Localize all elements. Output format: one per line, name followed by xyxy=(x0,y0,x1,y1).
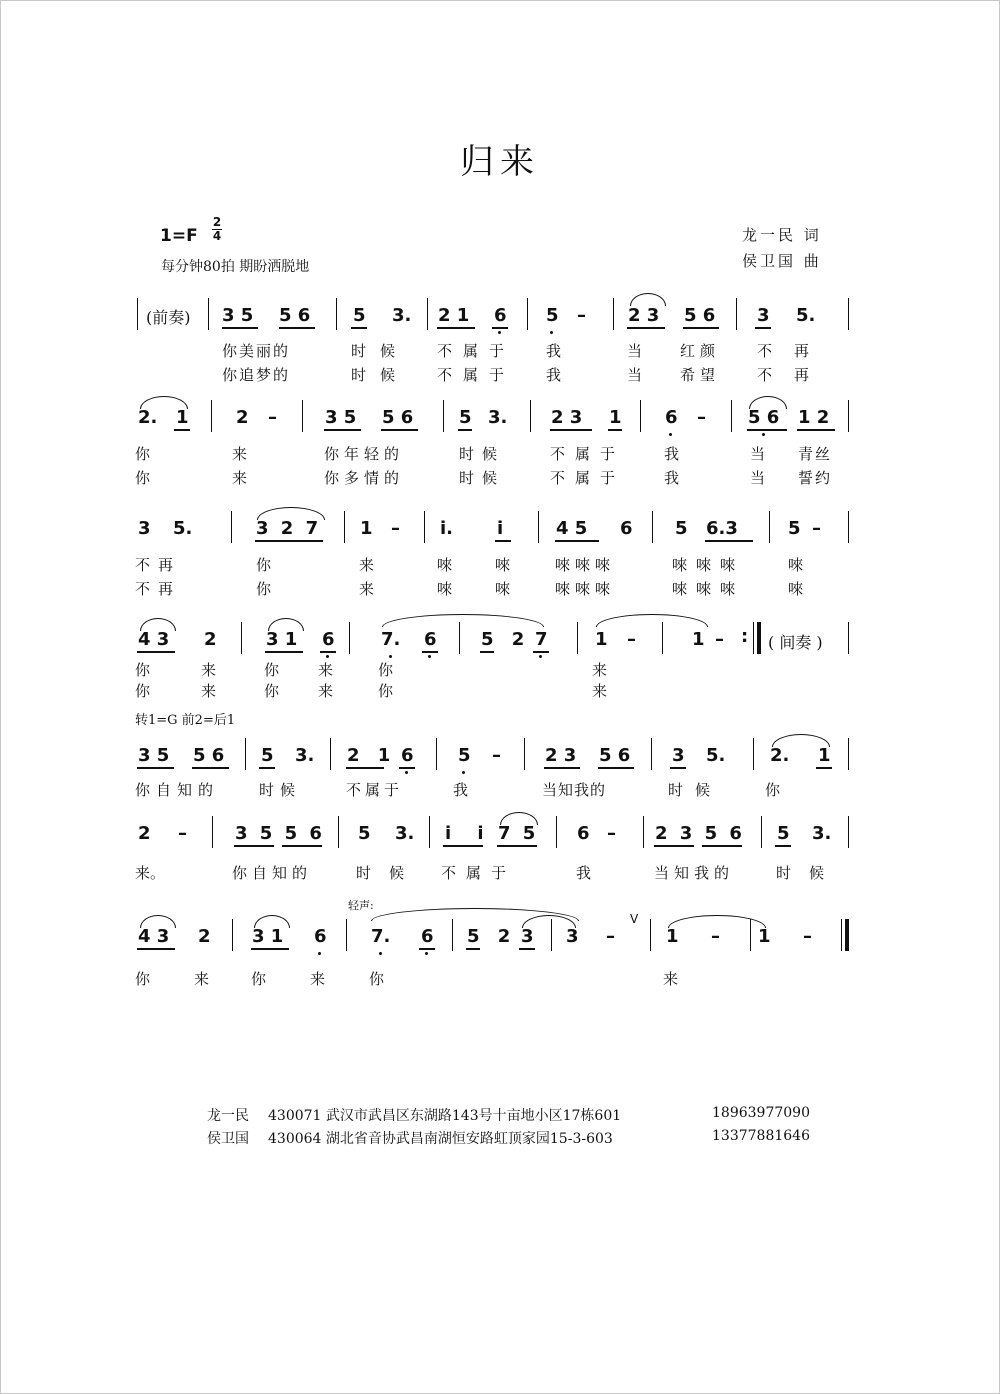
intro-label: (前奏) xyxy=(146,308,191,327)
underline xyxy=(422,651,438,653)
note: 7. xyxy=(381,629,400,650)
lyric: 誓约 xyxy=(798,469,833,487)
lyric: 当 xyxy=(750,469,766,487)
lyric: 唻 xyxy=(437,556,453,574)
lyric: 来 xyxy=(592,682,608,700)
note: 3. xyxy=(295,745,315,766)
interlude-label: ( 间奏 ) xyxy=(768,633,823,652)
barline xyxy=(652,511,653,543)
lyric: 唻 xyxy=(437,580,453,598)
lyric: 不属于 xyxy=(437,342,516,360)
barline xyxy=(530,400,531,432)
lyric: 唻唻唻 xyxy=(555,580,616,598)
note: – xyxy=(492,745,501,766)
underline xyxy=(137,651,175,653)
note: 1 2 xyxy=(798,407,830,428)
barline xyxy=(841,919,842,951)
lyric: 你 xyxy=(765,781,781,799)
barline xyxy=(736,298,737,330)
lyric: 来 xyxy=(232,469,248,487)
lyric: 唻唻唻 xyxy=(555,556,616,574)
lyric: 当知我的 xyxy=(542,781,607,799)
underline xyxy=(495,540,511,542)
barline xyxy=(848,298,849,330)
note: 2 3 xyxy=(628,305,660,326)
barline xyxy=(429,816,430,848)
lyric: 你多情的 xyxy=(324,469,405,487)
note: – xyxy=(627,629,636,650)
underline xyxy=(458,429,472,431)
breath-mark: V xyxy=(630,912,639,926)
lyric: 青丝 xyxy=(798,445,833,463)
note: 5. xyxy=(173,518,193,539)
underline xyxy=(480,651,494,653)
note: 5 xyxy=(777,823,790,844)
contact-phone: 18963977090 xyxy=(712,1105,810,1121)
note: – xyxy=(268,407,277,428)
lyric: 你美丽的 xyxy=(222,342,291,360)
note: 1 xyxy=(595,629,608,650)
repeat-barline xyxy=(757,622,761,654)
note: 2 3 xyxy=(545,745,577,766)
note: 6 xyxy=(314,926,327,947)
note: 3. xyxy=(395,823,415,844)
underline xyxy=(670,767,686,769)
lyric: 来 xyxy=(663,970,679,988)
barline xyxy=(302,400,303,432)
time-signature xyxy=(211,216,223,243)
barline xyxy=(662,622,663,654)
lyric: 你 xyxy=(135,445,151,463)
lyric: 不再 xyxy=(135,556,182,574)
underline xyxy=(747,429,787,431)
note: 6 xyxy=(494,305,507,326)
lyric: 唻 xyxy=(495,580,511,598)
underline xyxy=(419,948,435,950)
barline xyxy=(346,919,347,951)
lyric: 来 xyxy=(318,682,334,700)
note: – xyxy=(812,518,821,539)
note: 3 1 xyxy=(266,629,298,650)
note: 5 xyxy=(675,518,688,539)
contact-address: 430071 武汉市武昌区东湖路143号十亩地小区17栋601 xyxy=(268,1108,622,1124)
note: 1 xyxy=(609,407,622,428)
lyric: 我 xyxy=(664,445,680,463)
barline xyxy=(524,738,525,770)
note: 5 2 xyxy=(481,629,531,650)
note: 1 xyxy=(176,407,189,428)
note: 5 6 xyxy=(382,407,414,428)
lyric: 不属于 xyxy=(346,781,404,799)
barline xyxy=(336,298,337,330)
note: 2 1 xyxy=(347,745,397,766)
note: – xyxy=(711,926,720,947)
note: 6.3 xyxy=(706,518,738,539)
underline xyxy=(282,845,322,847)
underline xyxy=(497,845,537,847)
underline xyxy=(797,429,835,431)
underline xyxy=(381,429,418,431)
song-title: 归来 xyxy=(460,142,540,182)
underline xyxy=(533,651,549,653)
note: 1 xyxy=(692,629,705,650)
lyric: 来 xyxy=(194,970,210,988)
underline xyxy=(755,327,771,329)
underline xyxy=(324,429,361,431)
lyric: 唻 xyxy=(788,580,804,598)
note: 5 6 xyxy=(684,305,716,326)
note: 2 xyxy=(236,407,249,428)
note: i i xyxy=(445,823,494,844)
lyric: 你 xyxy=(135,661,151,679)
repeat-dots: : xyxy=(741,626,749,647)
note: 5 xyxy=(788,518,801,539)
note: 2. xyxy=(770,745,790,766)
note: 2 3 5 6 xyxy=(655,823,745,844)
barline xyxy=(538,511,539,543)
barline xyxy=(556,816,557,848)
barline xyxy=(848,738,849,770)
lyricist-credit: 龙一民 词 xyxy=(742,226,822,244)
barline xyxy=(211,400,212,432)
underline xyxy=(259,767,275,769)
underline xyxy=(346,767,384,769)
barline xyxy=(443,400,444,432)
barline xyxy=(452,919,453,951)
lyric: 来 xyxy=(359,556,375,574)
barline xyxy=(212,816,213,848)
lyric: 来 xyxy=(592,661,608,679)
composer-credit: 侯卫国 曲 xyxy=(742,252,822,270)
lyric: 你 xyxy=(264,682,280,700)
note: 2. xyxy=(138,407,158,428)
note: 2 3 xyxy=(551,407,583,428)
lyric: 当 xyxy=(750,445,766,463)
note: – xyxy=(606,926,615,947)
lyric: 你 xyxy=(256,556,272,574)
note: 2 xyxy=(138,823,151,844)
note: 3 xyxy=(138,518,151,539)
note: 5 6 xyxy=(279,305,311,326)
lyric: 当 xyxy=(627,366,643,384)
lyric: 不属于 xyxy=(550,445,626,463)
lyric: 唻唻唻 xyxy=(672,580,745,598)
note: – xyxy=(391,518,400,539)
note: 5 xyxy=(358,823,371,844)
barline xyxy=(769,511,770,543)
lyric: 唻 xyxy=(788,556,804,574)
barline xyxy=(753,622,754,654)
note: 5 xyxy=(546,305,559,326)
lyric: 时候 xyxy=(351,342,410,360)
note: 4 3 xyxy=(138,629,170,650)
note: 4 3 xyxy=(138,926,170,947)
underline xyxy=(351,327,367,329)
note: 2 xyxy=(204,629,217,650)
barline xyxy=(651,738,652,770)
lyric: 你 xyxy=(135,970,151,988)
lyric: 来 xyxy=(201,682,217,700)
lyric: 时候 xyxy=(259,781,302,799)
underline xyxy=(137,767,174,769)
note: 3 xyxy=(566,926,579,947)
note: 3 5 5 6 xyxy=(235,823,325,844)
note: 3. xyxy=(488,407,508,428)
underline xyxy=(234,845,274,847)
note: – xyxy=(607,823,616,844)
underline xyxy=(654,845,694,847)
barline xyxy=(349,622,350,654)
note: 5 xyxy=(459,407,472,428)
underline xyxy=(775,845,791,847)
underline xyxy=(544,767,580,769)
barline xyxy=(137,298,138,330)
note: 5 6 xyxy=(599,745,631,766)
note: 3 5 xyxy=(325,407,357,428)
lyric: 你 xyxy=(135,469,151,487)
note: – xyxy=(577,305,586,326)
lyric: 你 xyxy=(256,580,272,598)
barline xyxy=(436,738,437,770)
barline xyxy=(750,919,751,951)
contact-phone: 13377881646 xyxy=(712,1128,810,1144)
barline xyxy=(231,511,232,543)
underline xyxy=(255,540,323,542)
lyric: 不属于 xyxy=(437,366,516,384)
underline xyxy=(443,845,483,847)
time-top: 2 xyxy=(212,215,222,229)
note: 6 xyxy=(665,407,678,428)
lyric: 红颜 xyxy=(680,342,721,360)
note: 5. xyxy=(706,745,726,766)
tempo-marking: 每分钟80拍 期盼洒脱地 xyxy=(161,259,310,275)
note: 6 xyxy=(322,629,335,650)
lyric: 你自知的 xyxy=(135,781,220,799)
note: 3 1 xyxy=(252,926,284,947)
lyric: 唻唻唻 xyxy=(672,556,745,574)
lyric: 时候 xyxy=(776,864,843,882)
note: 1 xyxy=(758,926,771,947)
barline xyxy=(848,622,849,654)
underline xyxy=(683,327,719,329)
lyric: 当 xyxy=(627,342,643,360)
lyric: 当知我的 xyxy=(654,864,735,882)
lyric: 来。 xyxy=(135,864,166,882)
note: – xyxy=(803,926,812,947)
underline xyxy=(399,767,415,769)
barline xyxy=(241,622,242,654)
note: – xyxy=(697,407,706,428)
lyric: 时候 xyxy=(668,781,723,799)
note: 5 xyxy=(458,745,471,766)
note: 5 6 xyxy=(748,407,779,428)
lyric: 你 xyxy=(264,661,280,679)
barline xyxy=(208,298,209,330)
note: 4 5 xyxy=(556,518,588,539)
lyric: 来 xyxy=(310,970,326,988)
note: 6 xyxy=(424,629,437,650)
underline xyxy=(222,327,258,329)
lyric: 我 xyxy=(453,781,469,799)
note: 2 xyxy=(198,926,211,947)
lyric: 不属于 xyxy=(550,469,626,487)
barline xyxy=(424,511,425,543)
lyric: 你 xyxy=(135,682,151,700)
note: 3 xyxy=(521,926,534,947)
lyric: 来 xyxy=(318,661,334,679)
note: 1 xyxy=(818,745,831,766)
note: 3. xyxy=(812,823,832,844)
lyric: 时候 xyxy=(459,445,506,463)
note: – xyxy=(178,823,187,844)
note: 6 xyxy=(620,518,633,539)
barline xyxy=(577,622,578,654)
final-barline xyxy=(845,919,849,951)
note: 6 xyxy=(401,745,414,766)
underline xyxy=(279,327,315,329)
lyric: 你自知的 xyxy=(232,864,313,882)
lyric: 我 xyxy=(576,864,592,882)
lyric: 来 xyxy=(201,661,217,679)
barline xyxy=(650,919,651,951)
barline xyxy=(330,738,331,770)
underline xyxy=(192,767,229,769)
lyric: 你 xyxy=(251,970,267,988)
note: i. xyxy=(440,518,454,539)
lyric: 我 xyxy=(664,469,680,487)
lyric: 唻 xyxy=(495,556,511,574)
lyric: 不属于 xyxy=(441,864,517,882)
note: 5 xyxy=(353,305,366,326)
underline xyxy=(137,948,175,950)
underline xyxy=(816,767,832,769)
note: 3 5 xyxy=(222,305,254,326)
lyric: 我 xyxy=(546,342,562,360)
lyric: 你追梦的 xyxy=(222,366,291,384)
underline xyxy=(555,540,599,542)
note: 3 xyxy=(757,305,770,326)
barline xyxy=(245,738,246,770)
barline xyxy=(613,298,614,330)
barline xyxy=(848,400,849,432)
note: 1 xyxy=(360,518,373,539)
underline xyxy=(705,540,753,542)
note: 2 1 xyxy=(438,305,470,326)
underline xyxy=(437,327,475,329)
note: i xyxy=(497,518,504,539)
underline xyxy=(608,429,622,431)
lyric: 来 xyxy=(359,580,375,598)
barline xyxy=(731,400,732,432)
note: 3. xyxy=(392,305,412,326)
note: 5 xyxy=(261,745,274,766)
lyric: 不再 xyxy=(757,342,832,360)
lyric: 时候 xyxy=(356,864,423,882)
contact-name: 龙一民 xyxy=(207,1108,249,1124)
underline xyxy=(702,845,742,847)
modulation-note: 转1=G 前2=后1 xyxy=(135,713,236,728)
barline xyxy=(643,816,644,848)
note: 7 xyxy=(535,629,548,650)
underline xyxy=(519,948,535,950)
note: 3 2 7 xyxy=(256,518,322,539)
lyric: 不再 xyxy=(757,366,832,384)
barline xyxy=(527,298,528,330)
note: 1 xyxy=(666,926,679,947)
lyric: 你 xyxy=(378,682,394,700)
underline xyxy=(627,327,665,329)
barline xyxy=(344,511,345,543)
note: 5 6 xyxy=(193,745,225,766)
underline xyxy=(174,429,190,431)
note: 5. xyxy=(796,305,816,326)
breath-label: 轻声: xyxy=(348,899,374,912)
barline xyxy=(848,816,849,848)
barline xyxy=(753,738,754,770)
barline xyxy=(551,919,552,951)
note: 6 xyxy=(577,823,590,844)
underline xyxy=(265,651,303,653)
lyric: 时候 xyxy=(459,469,506,487)
note: – xyxy=(715,629,724,650)
barline xyxy=(427,298,428,330)
lyric: 时候 xyxy=(351,366,410,384)
lyric: 我 xyxy=(546,366,562,384)
lyric: 你 xyxy=(378,661,394,679)
note: 5 2 xyxy=(467,926,517,947)
lyric: 来 xyxy=(232,445,248,463)
underline xyxy=(251,948,289,950)
barline xyxy=(338,816,339,848)
underline xyxy=(550,429,592,431)
note: 7. xyxy=(371,926,390,947)
barline xyxy=(640,400,641,432)
underline xyxy=(492,327,508,329)
barline xyxy=(232,919,233,951)
note: 3 5 xyxy=(138,745,170,766)
key-signature: 1=F xyxy=(160,226,198,246)
underline xyxy=(466,948,480,950)
contact-name: 侯卫国 xyxy=(207,1131,249,1147)
barline xyxy=(761,816,762,848)
note: 6 xyxy=(421,926,434,947)
lyric: 希望 xyxy=(680,366,721,384)
lyric: 你年轻的 xyxy=(324,445,405,463)
contact-address: 430064 湖北省音协武昌南湖恒安路虹顶家园15-3-603 xyxy=(268,1131,613,1147)
time-bottom: 4 xyxy=(212,229,222,243)
barline xyxy=(848,511,849,543)
lyric: 不再 xyxy=(135,580,182,598)
underline xyxy=(320,651,336,653)
underline xyxy=(598,767,634,769)
barline xyxy=(459,622,460,654)
note: 3 xyxy=(672,745,685,766)
lyric: 你 xyxy=(369,970,385,988)
note: 7 5 xyxy=(498,823,539,844)
